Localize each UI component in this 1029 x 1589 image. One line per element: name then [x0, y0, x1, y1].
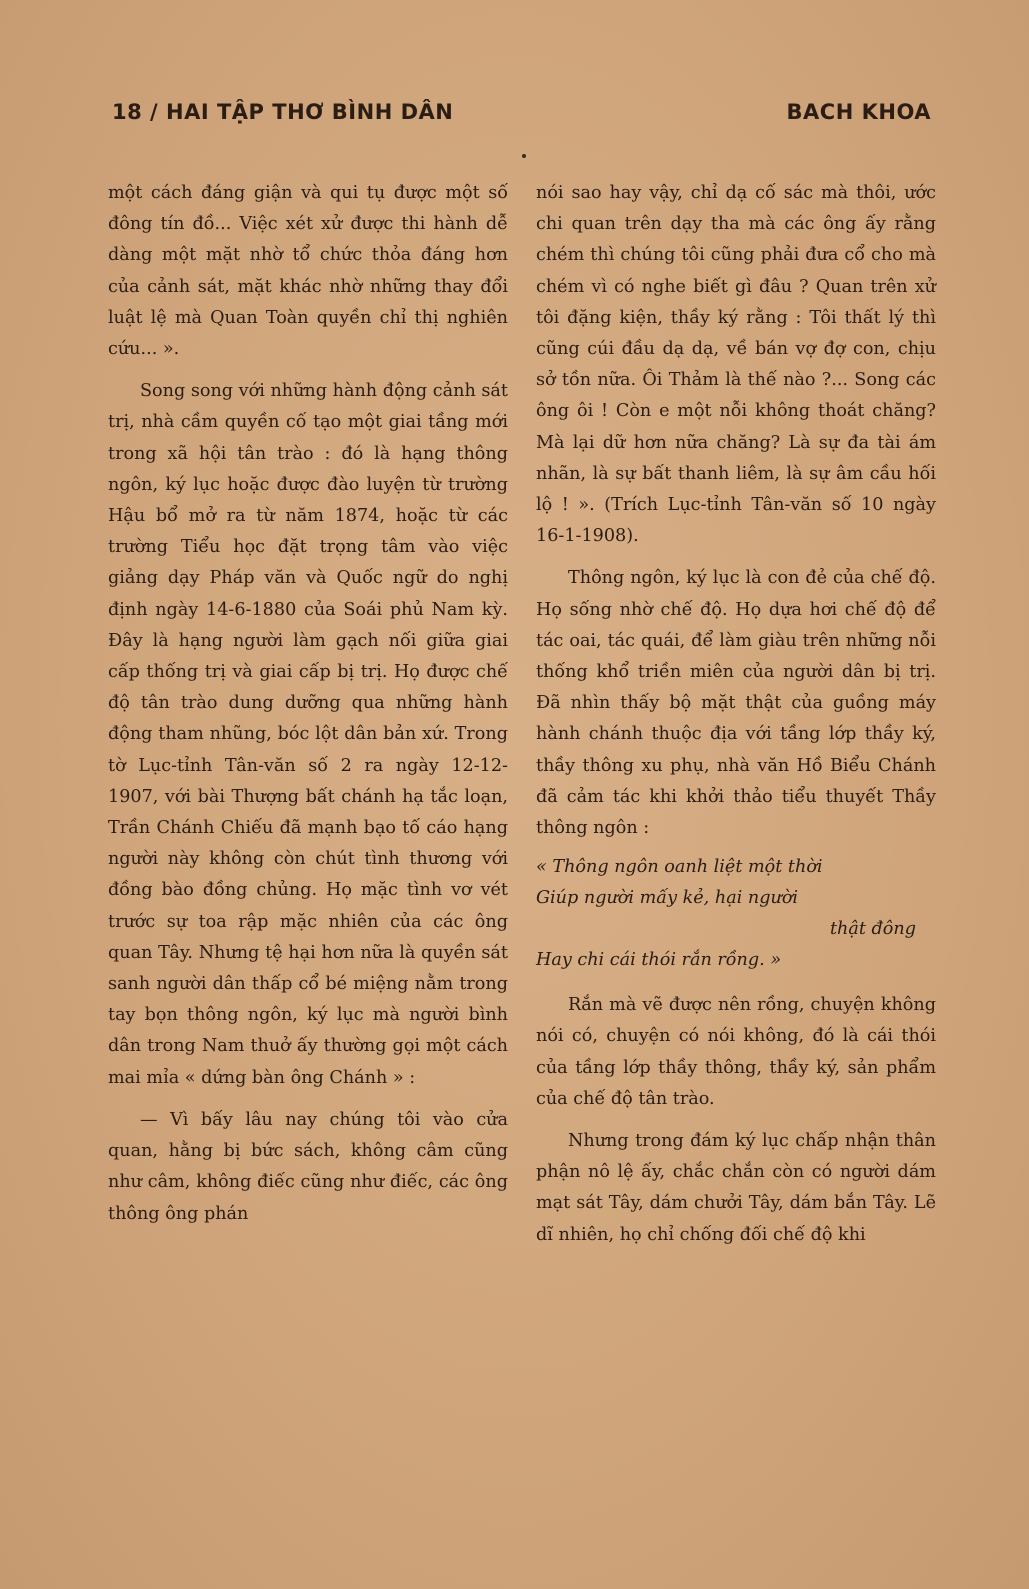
poem-line: Giúp người mấy kẻ, hại người: [536, 888, 799, 909]
left-column: [108, 178, 508, 1230]
paragraph: Nhưng trong đám ký lục chấp nhận thân phận nô lệ ấy, chắc chắn còn có người dám mạt sát Tây, dám chưởi Tây, dám bắn Tây. Lẽ dĩ nhiên, họ chỉ chống đối chế độ khi: [536, 1131, 936, 1245]
paragraph: một cách đáng giận và qui tụ được một số đông tín đồ... Việc xét xử được thi hành dễ dàng một mặt nhờ tổ chức thỏa đáng hơn của cảnh sát, mặt khác nhờ những thay đổi luật lệ mà Quan Toàn quyền chỉ thị nghiên cứu... ».: [108, 183, 508, 360]
paragraph: Thông ngôn, ký lục là con đẻ của chế độ. Họ sống nhờ chế độ. Họ dựa hơi chế độ để tác oai, tác quái, để làm giàu trên những nỗi thống khổ triền miên của người dân bị trị. Đã nhìn thấy bộ mặt thật của guồng máy hành chánh thuộc địa với tầng lớp thầy ký, thầy thông xu phụ, nhà văn Hồ Biểu Chánh đã cảm tác khi khởi thảo tiểu thuyết Thầy thông ngôn :: [536, 568, 936, 839]
poem-line: thật đông: [829, 919, 916, 940]
paragraph: Song song với những hành động cảnh sát trị, nhà cầm quyền cố tạo một giai tầng mới trong xã hội tân trào : đó là hạng thông ngôn, ký lục hoặc được đào luyện từ trường Hậu bổ mở ra từ năm 1874, hoặc từ các trường Tiểu học đặt trọng tâm vào việc giảng dạy Pháp văn và Quốc ngữ do nghị định ngày 14-6-1880 của Soái phủ Nam kỳ. Đây là hạng người làm gạch nối giữa giai cấp thống trị và giai cấp bị trị. Họ được chế độ tân trào dung dưỡng qua những hành động tham nhũng, bóc lột dân bản xứ. Trong tờ Lục-tỉnh Tân-văn số 2 ra ngày 12-12-1907, với bài Thượng bất chánh hạ tắc loạn, Trần Chánh Chiếu đã mạnh bạo tố cáo hạng người này không còn chút tình thương với đồng bào đồng chủng. Họ mặc tình vơ vét trước sự toa rập mặc nhiên của các ông quan Tây. Nhưng tệ hại hơn nữa là quyền sát sanh người dân thấp cổ bé miệng nằm trong tay bọn thông ngôn, ký lục mà người bình dân trong Nam thuở ấy thường gọi một cách mai mỉa « dứng bàn ông Chánh » :: [108, 381, 508, 1088]
poem-quote: [536, 852, 936, 976]
running-header: [112, 100, 931, 124]
page-number-title: 18 / HAI TẬP THƠ BÌNH DÂN: [112, 100, 454, 124]
magazine-name: BACH KHOA: [786, 100, 931, 124]
paragraph: nói sao hay vậy, chỉ dạ cố sác mà thôi, ước chi quan trên dạy tha mà các ông ấy rằng chém thì chúng tôi cũng phải đưa cổ cho mà chém vì có nghe biết gì đâu ? Quan trên xử tôi đặng kiện, thầy ký rằng : Tôi thất lý thì cũng cúi đầu dạ dạ, về bán vợ đợ con, chịu sở tồn nữa. Ôi Thảm là thế nào ?... Song các ông ôi ! Còn e một nỗi không thoát chăng? Mà lại dữ hơn nữa chăng? Là sự đa tài ám nhãn, là sự bất thanh liêm, là sự âm cầu hối lộ ! ». (Trích Lục-tỉnh Tân-văn số 10 ngày 16-1-1908).: [536, 183, 936, 547]
printer-mark: [522, 154, 526, 158]
right-column: [536, 178, 936, 1251]
poem-line: « Thông ngôn oanh liệt một thời: [536, 857, 823, 878]
paragraph: Rắn mà vẽ được nên rồng, chuyện không nói có, chuyện có nói không, đó là cái thói của tầng lớp thầy thông, thầy ký, sản phẩm của chế độ tân trào.: [536, 995, 936, 1109]
poem-line: Hay chi cái thói rắn rồng. »: [536, 950, 782, 971]
paragraph: — Vì bấy lâu nay chúng tôi vào cửa quan, hằng bị bức sách, không câm cũng như câm, không điếc cũng như điếc, các ông thông ông phán: [108, 1109, 508, 1224]
